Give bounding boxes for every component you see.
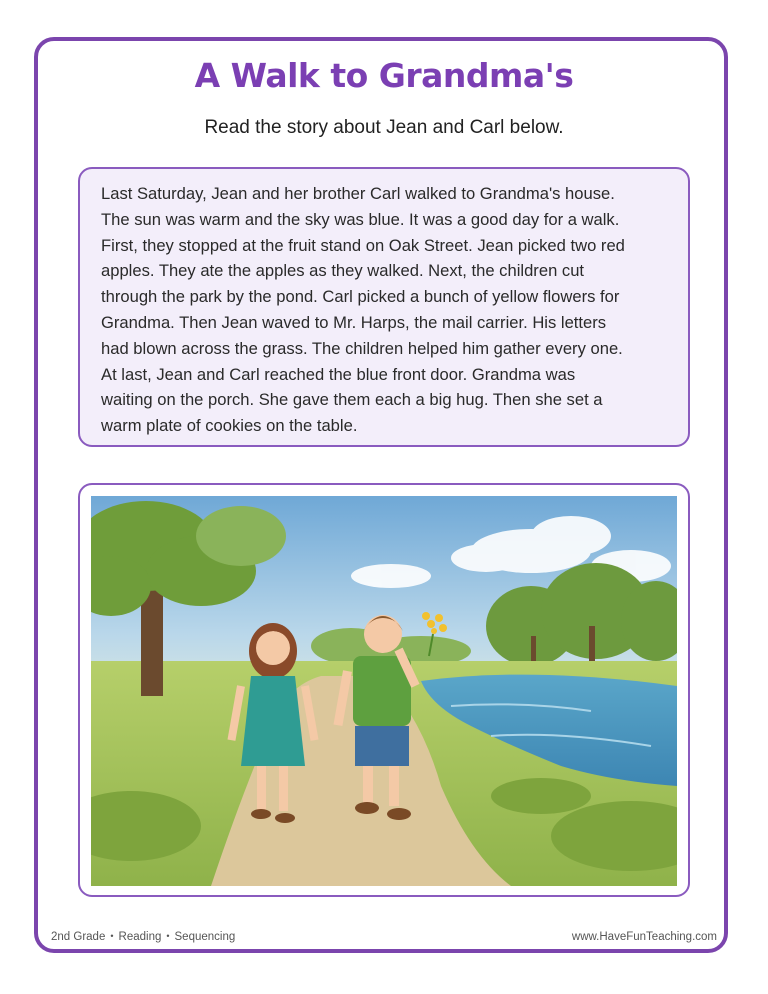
story-line: apples. They ate the apples as they walked. Next, the children cut — [101, 261, 585, 281]
story-box — [78, 167, 690, 447]
footer-categories — [51, 931, 235, 943]
footer-website[interactable]: www.HaveFunTeaching.com — [571, 931, 717, 943]
story-line: At last, Jean and Carl reached the blue front door. Grandma was — [101, 364, 576, 384]
worksheet-subtitle: Read the story about Jean and Carl below. — [204, 117, 564, 138]
story-line: had blown across the grass. The children helped him gather every one. — [101, 338, 623, 358]
story-line: warm plate of cookies on the table. — [101, 416, 358, 436]
story-line: First, they stopped at the fruit stand on Oak Street. Jean picked two red — [101, 235, 625, 255]
story-line: Grandma. Then Jean waved to Mr. Harps, the mail carrier. His letters — [101, 312, 607, 332]
footer-topic: Sequencing — [174, 931, 236, 943]
footer-grade: 2nd Grade — [51, 931, 106, 943]
footer-subject: Reading — [118, 931, 162, 943]
illustration-image — [91, 496, 677, 886]
footer-separator: • — [166, 931, 170, 941]
footer-separator: • — [110, 931, 114, 941]
story-line: waiting on the porch. She gave them each a big hug. Then she set a — [101, 390, 603, 410]
worksheet-title: A Walk to Grandma's — [194, 56, 574, 95]
story-text — [101, 181, 668, 439]
story-line: through the park by the pond. Carl picked a bunch of yellow flowers for — [101, 287, 620, 307]
story-line: The sun was warm and the sky was blue. It was a good day for a walk. — [101, 209, 620, 229]
story-line: Last Saturday, Jean and her brother Carl walked to Grandma's house. — [101, 184, 615, 203]
